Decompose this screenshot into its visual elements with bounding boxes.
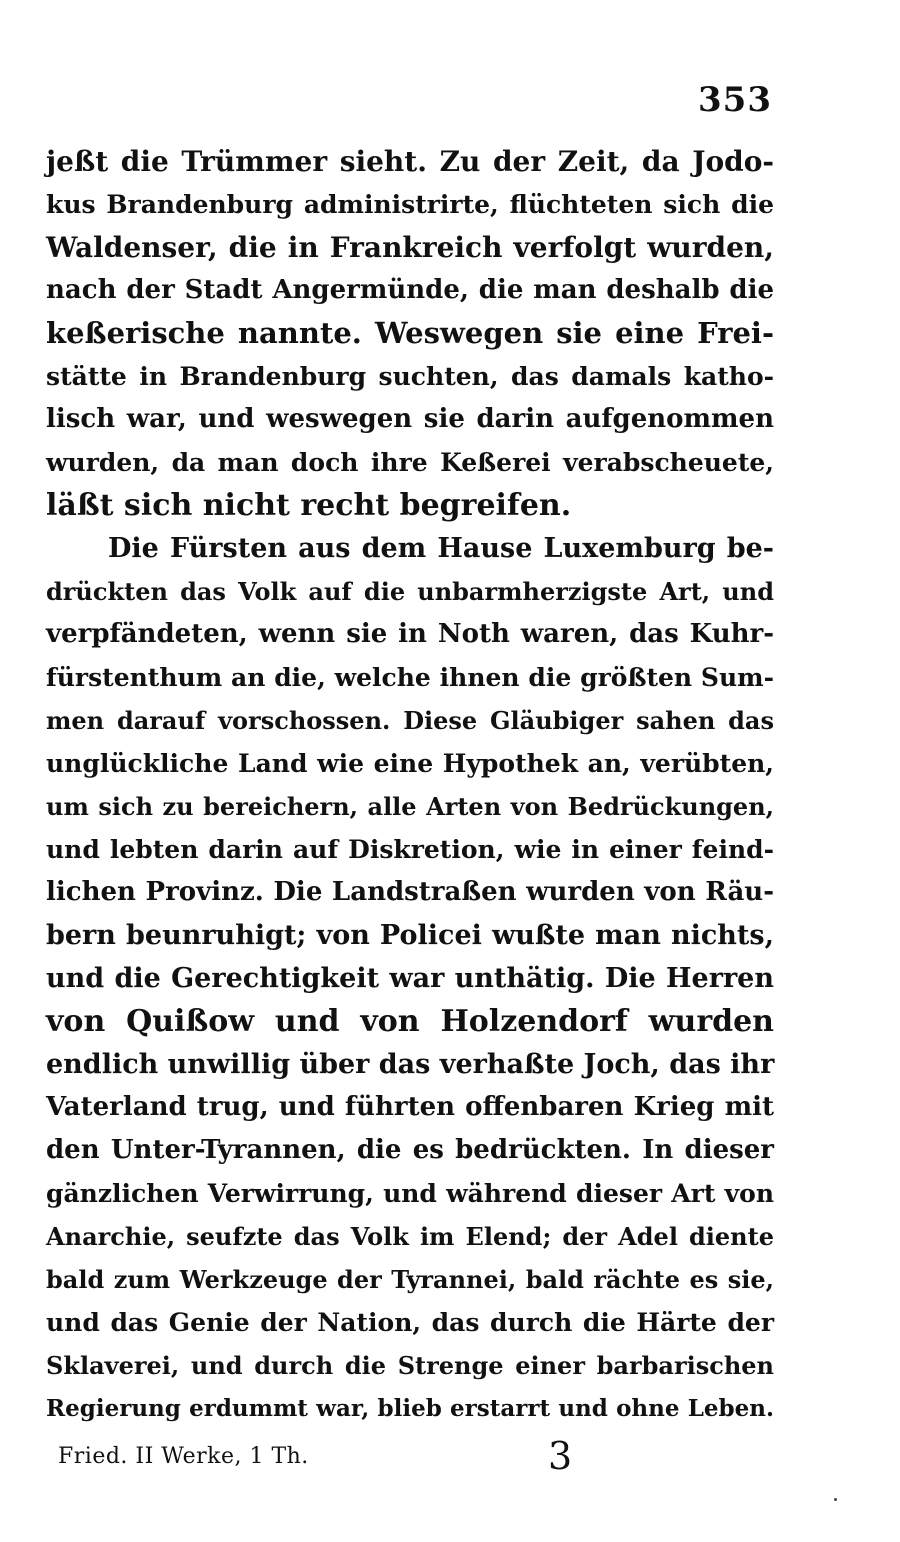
text-line: Sklaverei, und durch die Strenge einer barbarischen	[46, 1351, 774, 1380]
text-line: jeßt die Trümmer sieht. Zu der Zeit, da Jodo-	[46, 145, 774, 178]
text-line: keßerische nannte. Weswegen sie eine Frei-	[46, 316, 774, 350]
text-line: bern beunruhigt; von Policei wußte man nichts,	[46, 920, 774, 951]
running-footer-note: Fried. II Werke, 1 Th.	[58, 1444, 309, 1469]
text-line: verpfändeten, wenn sie in Noth waren, das Kuhr-	[46, 619, 774, 649]
paper-speck	[834, 1498, 837, 1501]
body-text	[46, 140, 774, 1430]
text-line: unglückliche Land wie eine Hypothek an, verübten,	[46, 749, 774, 778]
page-number: 353	[698, 80, 772, 120]
text-line: drückten das Volk auf die unbarmherzigste Art, und	[46, 577, 774, 606]
text-line: endlich unwillig über das verhaßte Joch, das ihr	[46, 1049, 775, 1080]
text-line: gänzlichen Verwirrung, und während dieser Art von	[46, 1179, 774, 1208]
text-line: und lebten darin auf Diskretion, wie in einer feind-	[46, 835, 774, 864]
text-line: und die Gerechtigkeit war unthätig. Die Herren	[46, 963, 774, 994]
text-line: fürstenthum an die, welche ihnen die größten Sum-	[46, 663, 774, 692]
text-line: läßt sich nicht recht begreifen.	[46, 488, 572, 523]
text-line: Anarchie, seufzte das Volk im Elend; der Adel diente	[46, 1222, 774, 1251]
signature-mark: 3	[548, 1434, 573, 1478]
text-line: Waldenser, die in Frankreich verfolgt wurden,	[46, 231, 774, 264]
page-footer	[58, 1434, 618, 1480]
text-line: stätte in Brandenburg suchten, das damals katho-	[46, 362, 774, 391]
text-line: den Unter-Tyrannen, die es bedrückten. In dieser	[46, 1135, 774, 1165]
paragraph-start-line: Die Fürsten aus dem Hause Luxemburg be-	[108, 533, 774, 564]
text-line: kus Brandenburg administrirte, flüchteten sich die	[46, 190, 774, 219]
text-line: um sich zu bereichern, alle Arten von Bedrückungen,	[46, 792, 774, 821]
text-line: lichen Provinz. Die Landstraßen wurden von Räu-	[46, 877, 774, 907]
text-line: Vaterland trug, und führten offenbaren Krieg mit	[46, 1092, 774, 1122]
text-line: bald zum Werkzeuge der Tyrannei, bald rächte es sie,	[46, 1265, 774, 1294]
text-line: nach der Stadt Angermünde, die man deshalb die	[46, 275, 774, 305]
text-line: Regierung erdummt war, blieb erstarrt und ohne Leben.	[46, 1395, 774, 1422]
text-line: und das Genie der Nation, das durch die Härte der	[46, 1308, 774, 1337]
text-line: wurden, da man doch ihre Keßerei verabscheuete,	[46, 448, 774, 477]
text-line: von Quißow und von Holzendorf wurden	[46, 1004, 774, 1039]
text-line: lisch war, und weswegen sie darin aufgenommen	[46, 404, 774, 434]
text-line: men darauf vorschossen. Diese Gläubiger sahen das	[46, 706, 774, 735]
